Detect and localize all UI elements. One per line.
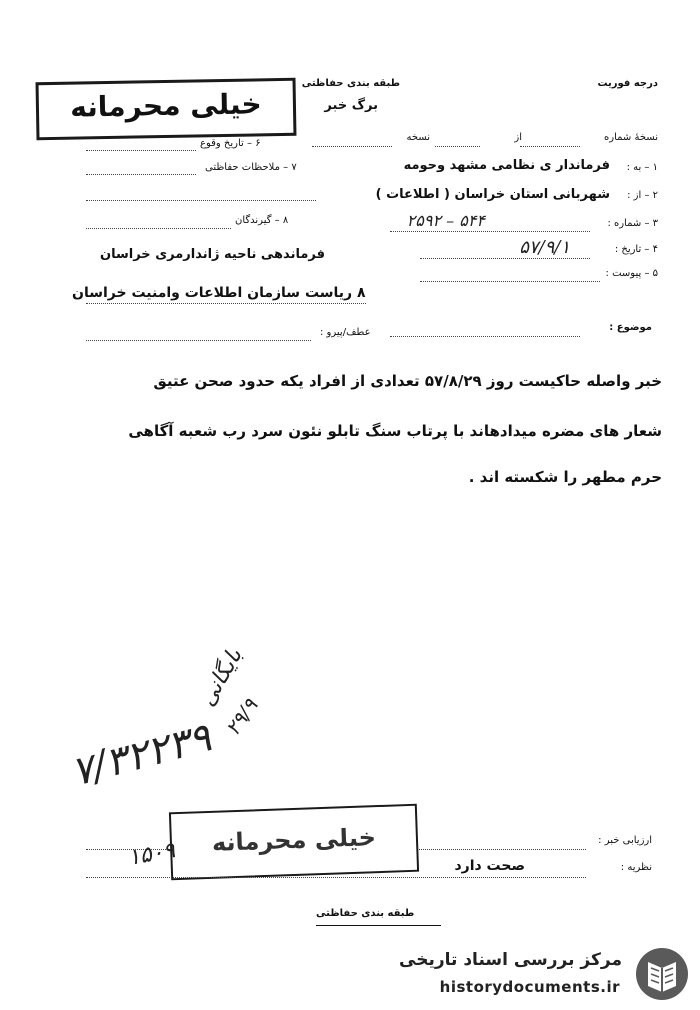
book-icon [634, 946, 690, 1002]
of-label: از [514, 132, 522, 143]
opinion-line[interactable] [86, 877, 586, 878]
evaluation-hand-number: ۱۵۰۹ [126, 838, 178, 871]
number-value: ۲۵۹۲ – ۵۴۴ [406, 211, 485, 230]
date-label: ۴ – تاریخ : [614, 244, 658, 255]
security-notes-label: ۷ – ملاحظات حفاظتی [205, 162, 297, 173]
from-label: ۲ – از : [627, 190, 658, 201]
evaluation-stamp-text: خیلی محرمانه [211, 823, 377, 857]
to-value: فرماندار ی نظامی مشهد وحومه [403, 158, 610, 173]
attachment-label: ۵ – پیوست : [605, 268, 658, 279]
copy-number-label: نسخهٔ شماره [604, 132, 658, 143]
attachment-line[interactable] [420, 281, 600, 282]
evaluation-label: ارزیابی خبر : [598, 835, 652, 846]
handwritten-archive-note: بایگانی [194, 644, 248, 711]
to-label: ۱ – به : [626, 162, 658, 173]
date-line[interactable] [420, 258, 590, 259]
date-value: ۵۷/۹/۱ [519, 237, 570, 258]
handwritten-date-note: ۲۹/۹ [220, 694, 263, 740]
ref-line[interactable] [86, 340, 311, 341]
handwritten-number: ۷/۳۲۲۳۹ [66, 714, 216, 796]
copy-line[interactable] [312, 146, 392, 147]
copy-number-line[interactable] [520, 146, 580, 147]
logo-website: historydocuments.ir [439, 978, 620, 996]
security-notes-line[interactable] [86, 174, 196, 175]
logo-mark [634, 946, 690, 1002]
recipients-line[interactable] [86, 228, 231, 229]
evaluation-stamp [169, 804, 419, 881]
security-notes-line-2[interactable] [86, 200, 316, 201]
number-label: ۳ – شماره : [607, 218, 658, 229]
of-line[interactable] [435, 146, 480, 147]
ref-label: عطف/پیرو : [320, 327, 371, 338]
number-line[interactable] [390, 231, 590, 232]
footer-classification-underline [316, 925, 441, 926]
confidential-stamp [36, 78, 297, 141]
classification-label: طبقه بندی حفاظتی [301, 78, 400, 89]
opinion-value: صحت دارد [454, 858, 525, 874]
recipient-extra: ۸ ریاست سازمان اطلاعات وامنیت خراسان [72, 285, 366, 301]
date-of-event-label: ۶ – تاریخ وقوع [200, 138, 261, 149]
recipients-label: ۸ – گیرندگان [235, 215, 289, 226]
priority-label: درجه فوریت [597, 78, 658, 89]
form-title: برگ خبر [324, 98, 378, 113]
stamp-text: خیلی محرمانه [69, 87, 262, 124]
body-line-2: شعار های مضره میدادهاند با پرتاب سنگ تابلو نئون سرد رب شعبه آگاهی [128, 422, 662, 440]
body-line-3: حرم مطهر را شکسته اند . [468, 468, 662, 486]
date-of-event-line[interactable] [86, 150, 196, 151]
subject-label: موضوع : [609, 322, 652, 333]
subject-line[interactable] [390, 336, 580, 337]
recipient-extra-line[interactable] [86, 303, 366, 304]
from-value: شهربانی استان خراسان ( اطلاعات ) [375, 187, 610, 202]
date-extra: فرماندهی ناحیه ژاندارمری خراسان [100, 247, 325, 262]
logo-name: مرکز بررسی اسناد تاریخی [399, 950, 622, 970]
copy-label: نسخه [406, 132, 430, 143]
footer-classification: طبقه بندی حفاظتی [316, 908, 415, 919]
opinion-label: نظریه : [620, 862, 652, 873]
body-line-1: خبر واصله حاکیست روز ۵۷/۸/۲۹ تعدادی از افراد یکه حدود صحن عتیق [153, 372, 662, 390]
